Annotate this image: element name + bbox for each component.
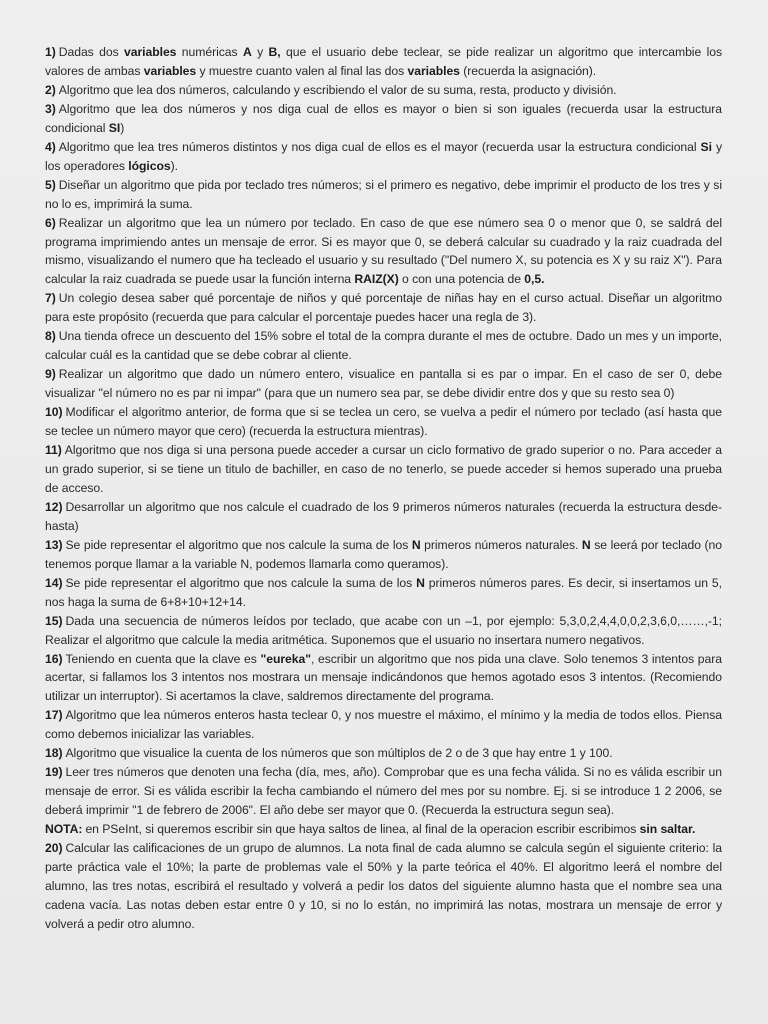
exercise-item	[45, 612, 722, 650]
exercise-text: Algoritmo que lea dos números, calculando y escribiendo el valor de su suma, resta, producto y división.	[58, 82, 617, 97]
exercise-number: 6)	[45, 215, 56, 230]
exercise-text: Dada una secuencia de números leídos por teclado, que acabe con un –1, por ejemplo: 5,3,0,2,4,4,0,0,2,3,6,0,……,-1; Realizar el algoritmo que calcule la media aritmética. Suponemos que el usuario no insertara numero negativos.	[45, 613, 722, 647]
exercise-text: o con una potencia de	[398, 272, 525, 287]
emphasis-text: sin saltar.	[639, 822, 696, 837]
exercise-text: y	[251, 45, 269, 59]
exercise-number: 12)	[45, 499, 63, 514]
emphasis-text: variables	[124, 45, 177, 59]
emphasis-text: 0,5.	[524, 272, 545, 287]
exercise-text: Algoritmo que lea dos números y nos diga cual de ellos es mayor o bien si son iguales (recuerda usar la estructura condicional	[45, 101, 722, 135]
exercise-number: 10)	[45, 405, 63, 420]
exercise-number: 14)	[45, 575, 63, 590]
emphasis-text: A	[242, 45, 252, 59]
exercise-item	[45, 763, 722, 820]
exercise-number: 1)	[45, 45, 56, 59]
exercise-text: Se pide representar el algoritmo que nos calcule la suma de los	[65, 575, 417, 590]
exercise-number: 16)	[45, 651, 63, 666]
emphasis-text: "eureka"	[260, 651, 311, 666]
exercise-text: y muestre cuanto valen al final las dos	[196, 63, 408, 78]
exercise-number: 13)	[45, 537, 63, 552]
exercise-text: Diseñar un algoritmo que pida por teclado tres números; si el primero es negativo, debe imprimir el producto de los tres y si no lo es, imprimirá la suma.	[45, 177, 722, 211]
exercise-item	[45, 289, 722, 327]
exercise-text: Calcular las calificaciones de un grupo de alumnos. La nota final de cada alumno se calcula según el siguiente criterio: la parte práctica vale el 10%; la parte de problemas vale el 50% y la parte teórica el 40%. El algoritmo leerá el nombre del alumno, las tres notas, escribirá el resultado y volverá a pedir los datos del siguiente alumno hasta que el nombre sea una cadena vacía. Las notas deben estar entre 0 y 10, si no lo están, no imprimirá las notas, mostrara un mensaje de error y volverá a pedir otro alumno.	[45, 841, 722, 931]
exercise-item	[45, 650, 722, 707]
exercise-item	[45, 839, 722, 934]
exercise-text: Algoritmo que lea números enteros hasta teclear 0, y nos muestre el máximo, el mínimo y la media de todos ellos. Piensa como debemos inicializar las variables.	[45, 708, 722, 742]
emphasis-text: RAIZ(X)	[354, 272, 399, 287]
exercise-item	[45, 744, 722, 763]
exercise-text: Un colegio desea saber qué porcentaje de niños y qué porcentaje de niñas hay en el curso actual. Diseñar un algoritmo para este propósito (recuerda que para calcular el porcentaje puedes hacer una regla de 3).	[45, 291, 722, 325]
exercise-number: 7)	[45, 291, 56, 306]
exercise-number: NOTA:	[45, 822, 83, 837]
exercise-item	[45, 176, 722, 214]
exercise-text: Algoritmo que lea tres números distintos y nos diga cual de ellos es el mayor (recuerda usar la estructura condicional	[58, 139, 701, 154]
exercise-text: Dadas dos	[58, 45, 124, 59]
exercise-text: (recuerda la asignación).	[459, 63, 597, 78]
emphasis-text: variables	[143, 63, 197, 78]
exercise-text: que el usuario debe teclear, se pide realizar un algoritmo que intercambie los valores de ambas	[45, 45, 723, 78]
emphasis-text: N	[416, 575, 425, 590]
exercise-list	[45, 43, 722, 934]
exercise-number: 3)	[45, 101, 56, 116]
exercise-number: 19)	[45, 765, 63, 780]
exercise-text: se leerá por teclado (no tenemos porque llamar a la variable N, podemos llamarla como queramos).	[45, 537, 722, 571]
exercise-number: 8)	[45, 329, 56, 344]
exercise-text: primeros números naturales.	[420, 537, 582, 552]
exercise-number: 11)	[45, 443, 62, 458]
exercise-item	[45, 100, 722, 138]
emphasis-text: Si	[700, 139, 712, 154]
exercise-text: numéricas	[176, 45, 243, 59]
exercise-number: 4)	[45, 139, 56, 154]
exercise-number: 5)	[45, 177, 56, 192]
exercise-text: Realizar un algoritmo que dado un número entero, visualice en pantalla si es par o impar. En el caso de ser 0, debe visualizar "el número no es par ni impar" (para que un numero sea par, se debe dividir entre dos y que su resto sea 0)	[45, 367, 722, 401]
exercise-item	[45, 820, 722, 839]
exercise-number: 17)	[45, 708, 63, 723]
exercise-item	[45, 138, 722, 176]
exercise-number: 9)	[45, 367, 56, 382]
exercise-item	[45, 327, 722, 365]
exercise-text: Leer tres números que denoten una fecha (día, mes, año). Comprobar que es una fecha válida. Si no es válida escribir un mensaje de error. Si es válida escribir la fecha cambiando el número del mes por su nombre. Ej. si se introduce 1 2 2006, se deberá imprimir "1 de febrero de 2006". El año debe ser mayor que 0. (Recuerda la estructura segun sea).	[45, 765, 722, 818]
exercise-text: Se pide representar el algoritmo que nos calcule la suma de los	[65, 537, 412, 552]
exercise-text: Modificar el algoritmo anterior, de forma que si se teclea un cero, se vuelva a pedir el número por teclado (así hasta que se teclee un número mayor que cero) (recuerda la estructura mientras).	[45, 405, 722, 439]
exercise-item	[45, 574, 722, 612]
exercise-item	[45, 536, 722, 574]
exercise-text: Teniendo en cuenta que la clave es	[65, 651, 261, 666]
emphasis-text: N	[581, 537, 591, 552]
emphasis-text: variables	[407, 63, 460, 78]
exercise-text: primeros números pares. Es decir, si insertamos un 5, nos haga la suma de 6+8+10+12+14.	[45, 575, 722, 609]
exercise-item	[45, 365, 722, 403]
exercise-text: Desarrollar un algoritmo que nos calcule el cuadrado de los 9 primeros números naturales (recuerda la estructura desde-hasta)	[45, 499, 722, 533]
exercise-item	[45, 81, 722, 100]
exercise-item	[45, 214, 722, 290]
exercise-number: 20)	[45, 841, 63, 856]
exercise-text: , escribir un algoritmo que nos pida una clave. Solo tenemos 3 intentos para acertar, si fallamos los 3 intentos nos mostrara un mensaje indicándonos que hemos agotado esos 3 intentos. (Recomiendo utilizar un interruptor). Si acertamos la clave, saldremos directamente del programa.	[45, 651, 722, 704]
exercise-text: en PSeInt, si queremos escribir sin que haya saltos de linea, al final de la operacion escribir escribimos	[85, 822, 640, 837]
exercise-item	[45, 43, 722, 81]
exercise-item	[45, 441, 722, 498]
emphasis-text: B,	[268, 45, 281, 59]
exercise-text: Una tienda ofrece un descuento del 15% sobre el total de la compra durante el mes de octubre. Dado un mes y un importe, calcular cuál es la cantidad que se debe cobrar al cliente.	[45, 329, 722, 363]
exercise-text: Realizar un algoritmo que lea un número por teclado. En caso de que ese número sea 0 o menor que 0, se saldrá del programa imprimiendo antes un mensaje de error. Si es mayor que 0, se deberá calcular su cuadrado y la raiz cuadrada del mismo, visualizando el numero que ha tecleado el usuario y su resultado ("Del numero X, su potencia es X y su raiz X"). Para calcular la raiz cuadrada se puede usar la función interna	[45, 215, 722, 287]
exercise-text: Algoritmo que nos diga si una persona puede acceder a cursar un ciclo formativo de grado superior o no. Para acceder a un grado superior, si se tiene un titulo de bachiller, en caso de no tenerlo, se puede acceder si hemos superado una prueba de acceso.	[45, 443, 722, 495]
emphasis-text: N	[411, 537, 421, 552]
emphasis-text: SI	[108, 120, 121, 135]
exercise-number: 15)	[45, 613, 63, 628]
exercise-text: Algoritmo que visualice la cuenta de los números que son múltiplos de 2 o de 3 que hay entre 1 y 100.	[65, 746, 613, 761]
exercise-number: 2)	[45, 82, 56, 97]
exercise-number: 18)	[45, 746, 63, 761]
exercise-item	[45, 403, 722, 441]
exercise-text: ).	[170, 158, 178, 173]
exercise-item	[45, 706, 722, 744]
emphasis-text: lógicos	[128, 158, 171, 173]
exercise-text: y los operadores	[45, 139, 722, 173]
exercise-item	[45, 498, 722, 536]
exercise-text: )	[120, 120, 125, 135]
